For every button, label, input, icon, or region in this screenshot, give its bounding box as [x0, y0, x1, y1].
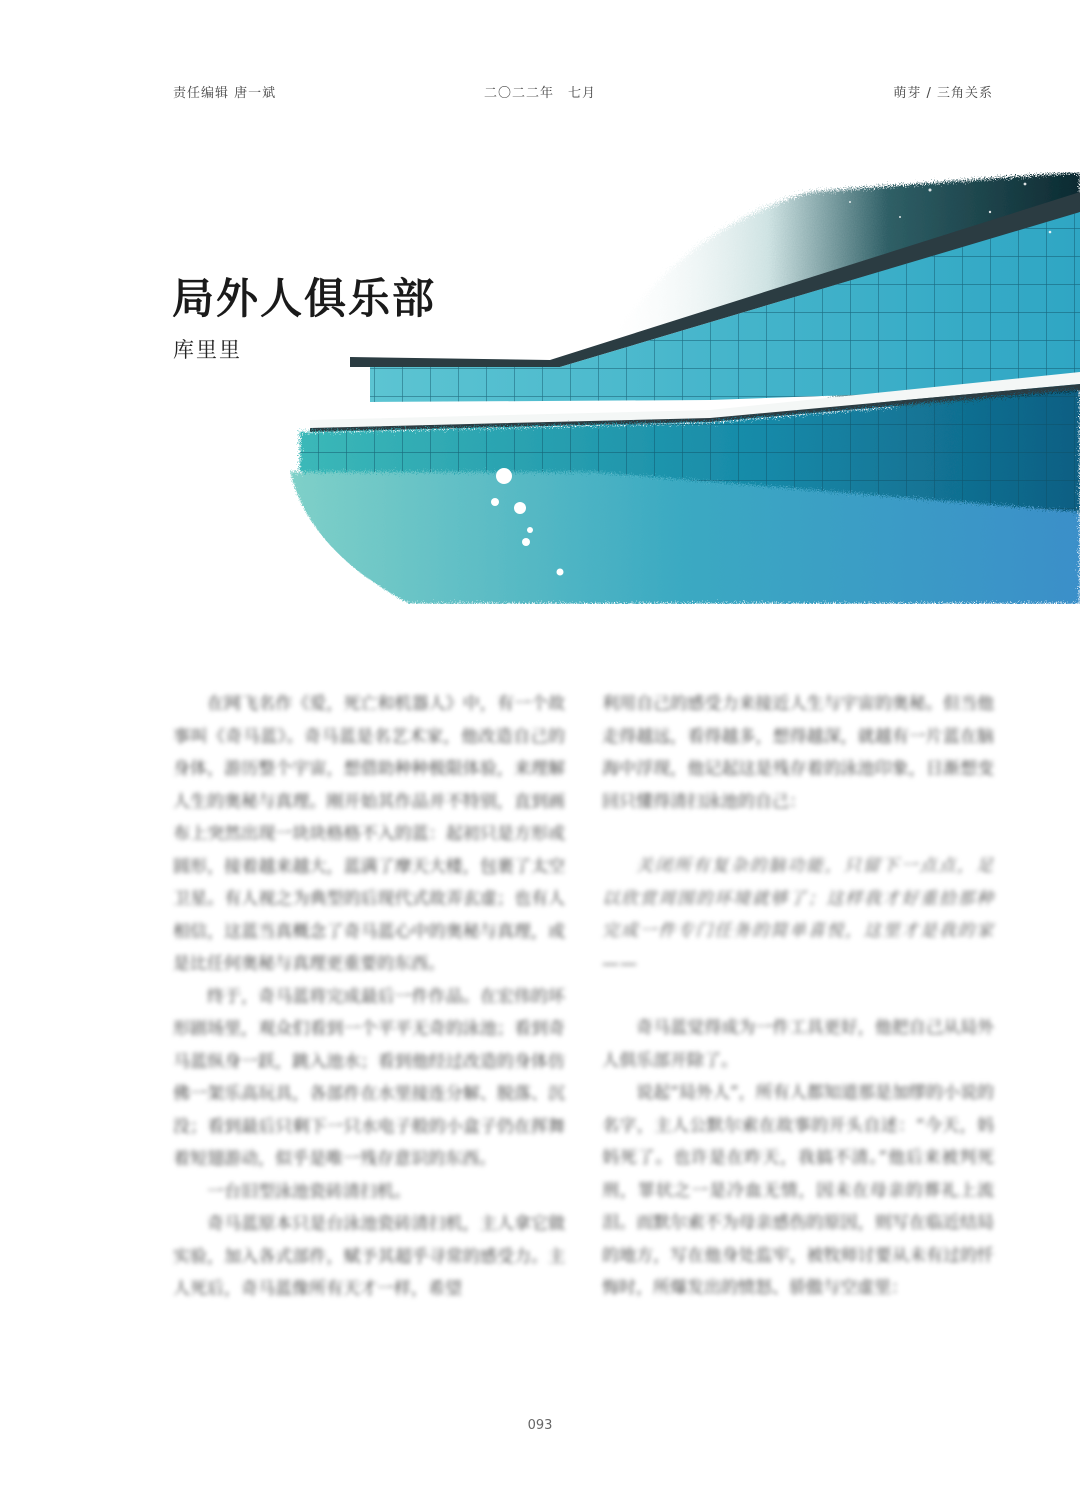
- right-column: [602, 688, 994, 1305]
- article-title: 局外人俱乐部: [172, 274, 437, 323]
- issue-date: 二〇二二年 七月: [483, 86, 596, 101]
- block-quote: 关闭所有复杂的脑功能，只留下一点点，足以欣赏周围的环境就够了；这样我才好重拾那种完成一件专门任务的简单喜悦，这里才是我的家——: [602, 856, 994, 974]
- pool-illustration: [290, 172, 1080, 604]
- section-label: 萌芽 / 三角关系: [893, 86, 993, 101]
- paragraph: 在网飞名作《爱，死亡和机器人》中，有一个故事叫《奇马蓝》。奇马蓝是名艺术家，他改造自己的身体，游历整个宇宙，想借助种种极限体验，来理解人生的奥秘与真理。刚开始其作品并不特别，直到画布上突然出现一块块格格不入的蓝：起初只是方形或圆形，接着越来越大，蓝满了摩天大楼，包裹了太空卫星。有人视之为典型的后现代式故弄玄虚；也有人相信，这蓝当真概念了奇马蓝心中的奥秘与真理，或是比任何奥秘与真理更重要的东西。: [173, 694, 565, 974]
- paragraph: 说起“局外人”，所有人都知道那是加缪的小说的名字，主人公默尔索在故事的开头自述：“今天，妈妈死了。也许是在昨天，我搞不清。”他后来被判死刑，罪状之一是冷血无情，因未在母亲的葬礼上流泪。而默尔索不为母亲感伤的原因，则写在临近结局的地方，写在他身处监牢，被牧师讨要从未有过的忏悔时，所爆发出的愤怒、骄傲与空虚里：: [602, 1083, 994, 1298]
- article-author: 库里里: [173, 338, 242, 362]
- paragraph: 一台旧型泳池瓷砖清扫机。: [207, 1181, 411, 1202]
- paragraph: 终于，奇马蓝将完成最后一件作品。在宏伟的坏形剧场里，观众们看到一个平平无奇的泳池；看到奇马蓝纵身一跃，跳入池水；看到他经过改造的身体仿佛一架乐高玩具，各部件在水里接连分解、脱落、沉没；看到最后只剩下一只水电子般的小盒子仍在挥舞着短翅游动，似乎是唯一残存意识的东西。: [173, 986, 565, 1169]
- editor-credit: 责任编辑 唐一斌: [173, 86, 277, 101]
- paragraph: 奇马蓝觉得成为一件工具更好，他把自己从局外人俱乐部开除了。: [602, 1018, 994, 1071]
- page-number: 093: [527, 1418, 553, 1433]
- paragraph: 利用自己的感受力来接近人生与宇宙的奥秘。但当他走得越远，看得越多，想得越深，就越有一片蓝在脑海中浮现，他记起这是残存着的泳池印象，日渐想变回只懂得清扫泳池的自己：: [602, 694, 994, 812]
- left-column: [173, 688, 565, 1306]
- paragraph: 奇马蓝原本只是台泳池瓷砖清扫机，主人拿它做实验，加入各式部件，赋予其超乎寻常的感受力。主人死后，奇马蓝像所有天才一样，希望: [173, 1214, 565, 1299]
